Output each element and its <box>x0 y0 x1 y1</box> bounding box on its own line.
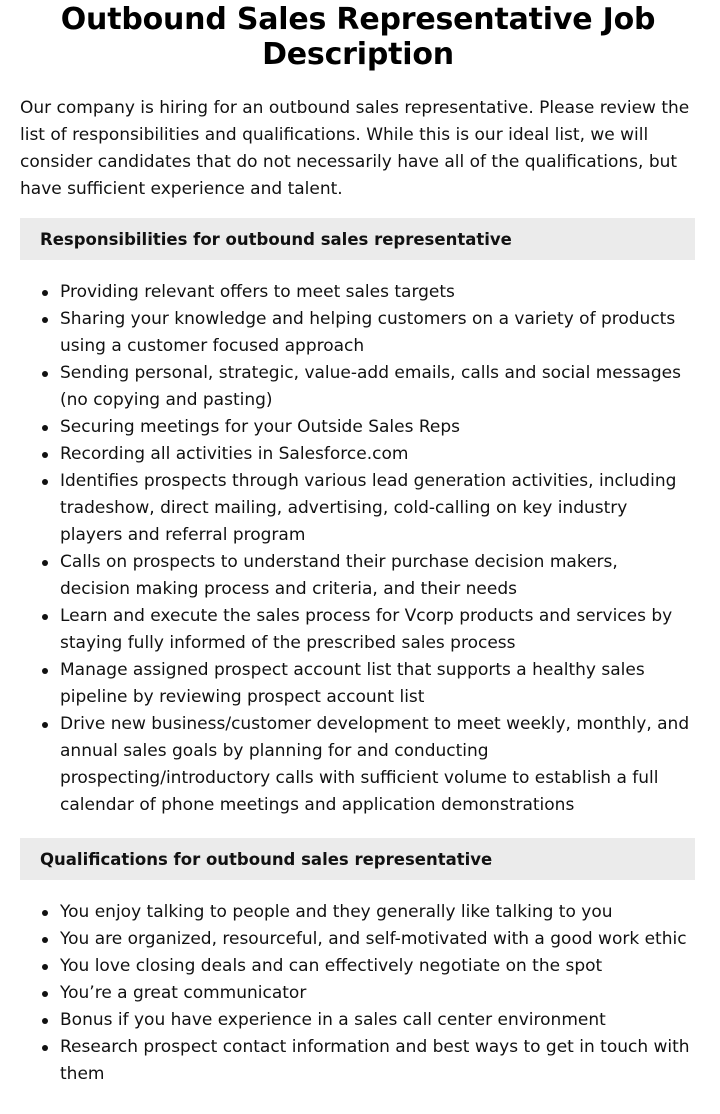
list-item <box>60 899 695 926</box>
bullet-icon <box>42 452 48 458</box>
list-item <box>60 603 695 657</box>
list-item-text: Bonus if you have experience in a sales call center environment <box>60 1010 606 1030</box>
list-item-text: Recording all activities in Salesforce.com <box>60 444 409 464</box>
list-item-text: Drive new business/customer development to meet weekly, monthly, and annual sales goals by planning for and conducting prospecting/introductory calls with sufficient volume to establish a full calendar of phone meetings and application demonstrations <box>60 714 690 815</box>
bullet-icon <box>42 290 48 296</box>
list-item <box>60 279 695 306</box>
bullet-icon <box>42 1018 48 1024</box>
list-item <box>60 980 695 1007</box>
bullet-icon <box>42 317 48 323</box>
page-title: Outbound Sales Representative Job Description <box>60 2 656 72</box>
responsibilities-heading: Responsibilities for outbound sales representative <box>20 218 695 260</box>
list-item-text: You’re a great communicator <box>60 983 307 1003</box>
bullet-icon <box>42 991 48 997</box>
list-item <box>60 1034 695 1088</box>
bullet-icon <box>42 910 48 916</box>
bullet-icon <box>42 668 48 674</box>
list-item-text: Sharing your knowledge and helping customers on a variety of products using a customer focused approach <box>60 309 676 356</box>
list-item-text: Sending personal, strategic, value-add emails, calls and social messages (no copying and pasting) <box>60 363 681 410</box>
bullet-icon <box>42 964 48 970</box>
list-item <box>60 1007 695 1034</box>
intro-paragraph: Our company is hiring for an outbound sales representative. Please review the list of responsibilities and qualifications. While this is our ideal list, we will consider candidates that do not necessarily have all of the qualifications, but have sufficient experience and talent. <box>20 98 690 199</box>
list-item-text: Securing meetings for your Outside Sales Reps <box>60 417 461 437</box>
bullet-icon <box>42 425 48 431</box>
list-item-text: Learn and execute the sales process for Vcorp products and services by staying fully informed of the prescribed sales process <box>60 606 673 653</box>
list-item-text: Identifies prospects through various lead generation activities, including tradeshow, direct mailing, advertising, cold-calling on key industry players and referral program <box>60 471 677 545</box>
bullet-icon <box>42 479 48 485</box>
bullet-icon <box>42 371 48 377</box>
list-item-text: Manage assigned prospect account list that supports a healthy sales pipeline by reviewing prospect account list <box>60 660 645 707</box>
list-item-text: You enjoy talking to people and they generally like talking to you <box>60 902 613 922</box>
list-item <box>60 549 695 603</box>
responsibilities-list <box>20 279 695 819</box>
bullet-icon <box>42 560 48 566</box>
list-item-text: You love closing deals and can effectively negotiate on the spot <box>60 956 603 976</box>
list-item <box>60 441 695 468</box>
list-item <box>60 926 695 953</box>
list-item <box>60 953 695 980</box>
qualifications-heading: Qualifications for outbound sales representative <box>20 838 695 880</box>
list-item-text: Calls on prospects to understand their purchase decision makers, decision making process and criteria, and their needs <box>60 552 618 599</box>
bullet-icon <box>42 937 48 943</box>
list-item-text: Research prospect contact information and best ways to get in touch with them <box>60 1037 690 1084</box>
list-item-text: Providing relevant offers to meet sales targets <box>60 282 455 302</box>
list-item <box>60 657 695 711</box>
qualifications-list <box>20 899 695 1088</box>
bullet-icon <box>42 1045 48 1051</box>
bullet-icon <box>42 614 48 620</box>
bullet-icon <box>42 722 48 728</box>
list-item <box>60 468 695 549</box>
list-item <box>60 306 695 360</box>
list-item <box>60 360 695 414</box>
list-item-text: You are organized, resourceful, and self-motivated with a good work ethic <box>60 929 687 949</box>
list-item <box>60 711 695 819</box>
list-item <box>60 414 695 441</box>
